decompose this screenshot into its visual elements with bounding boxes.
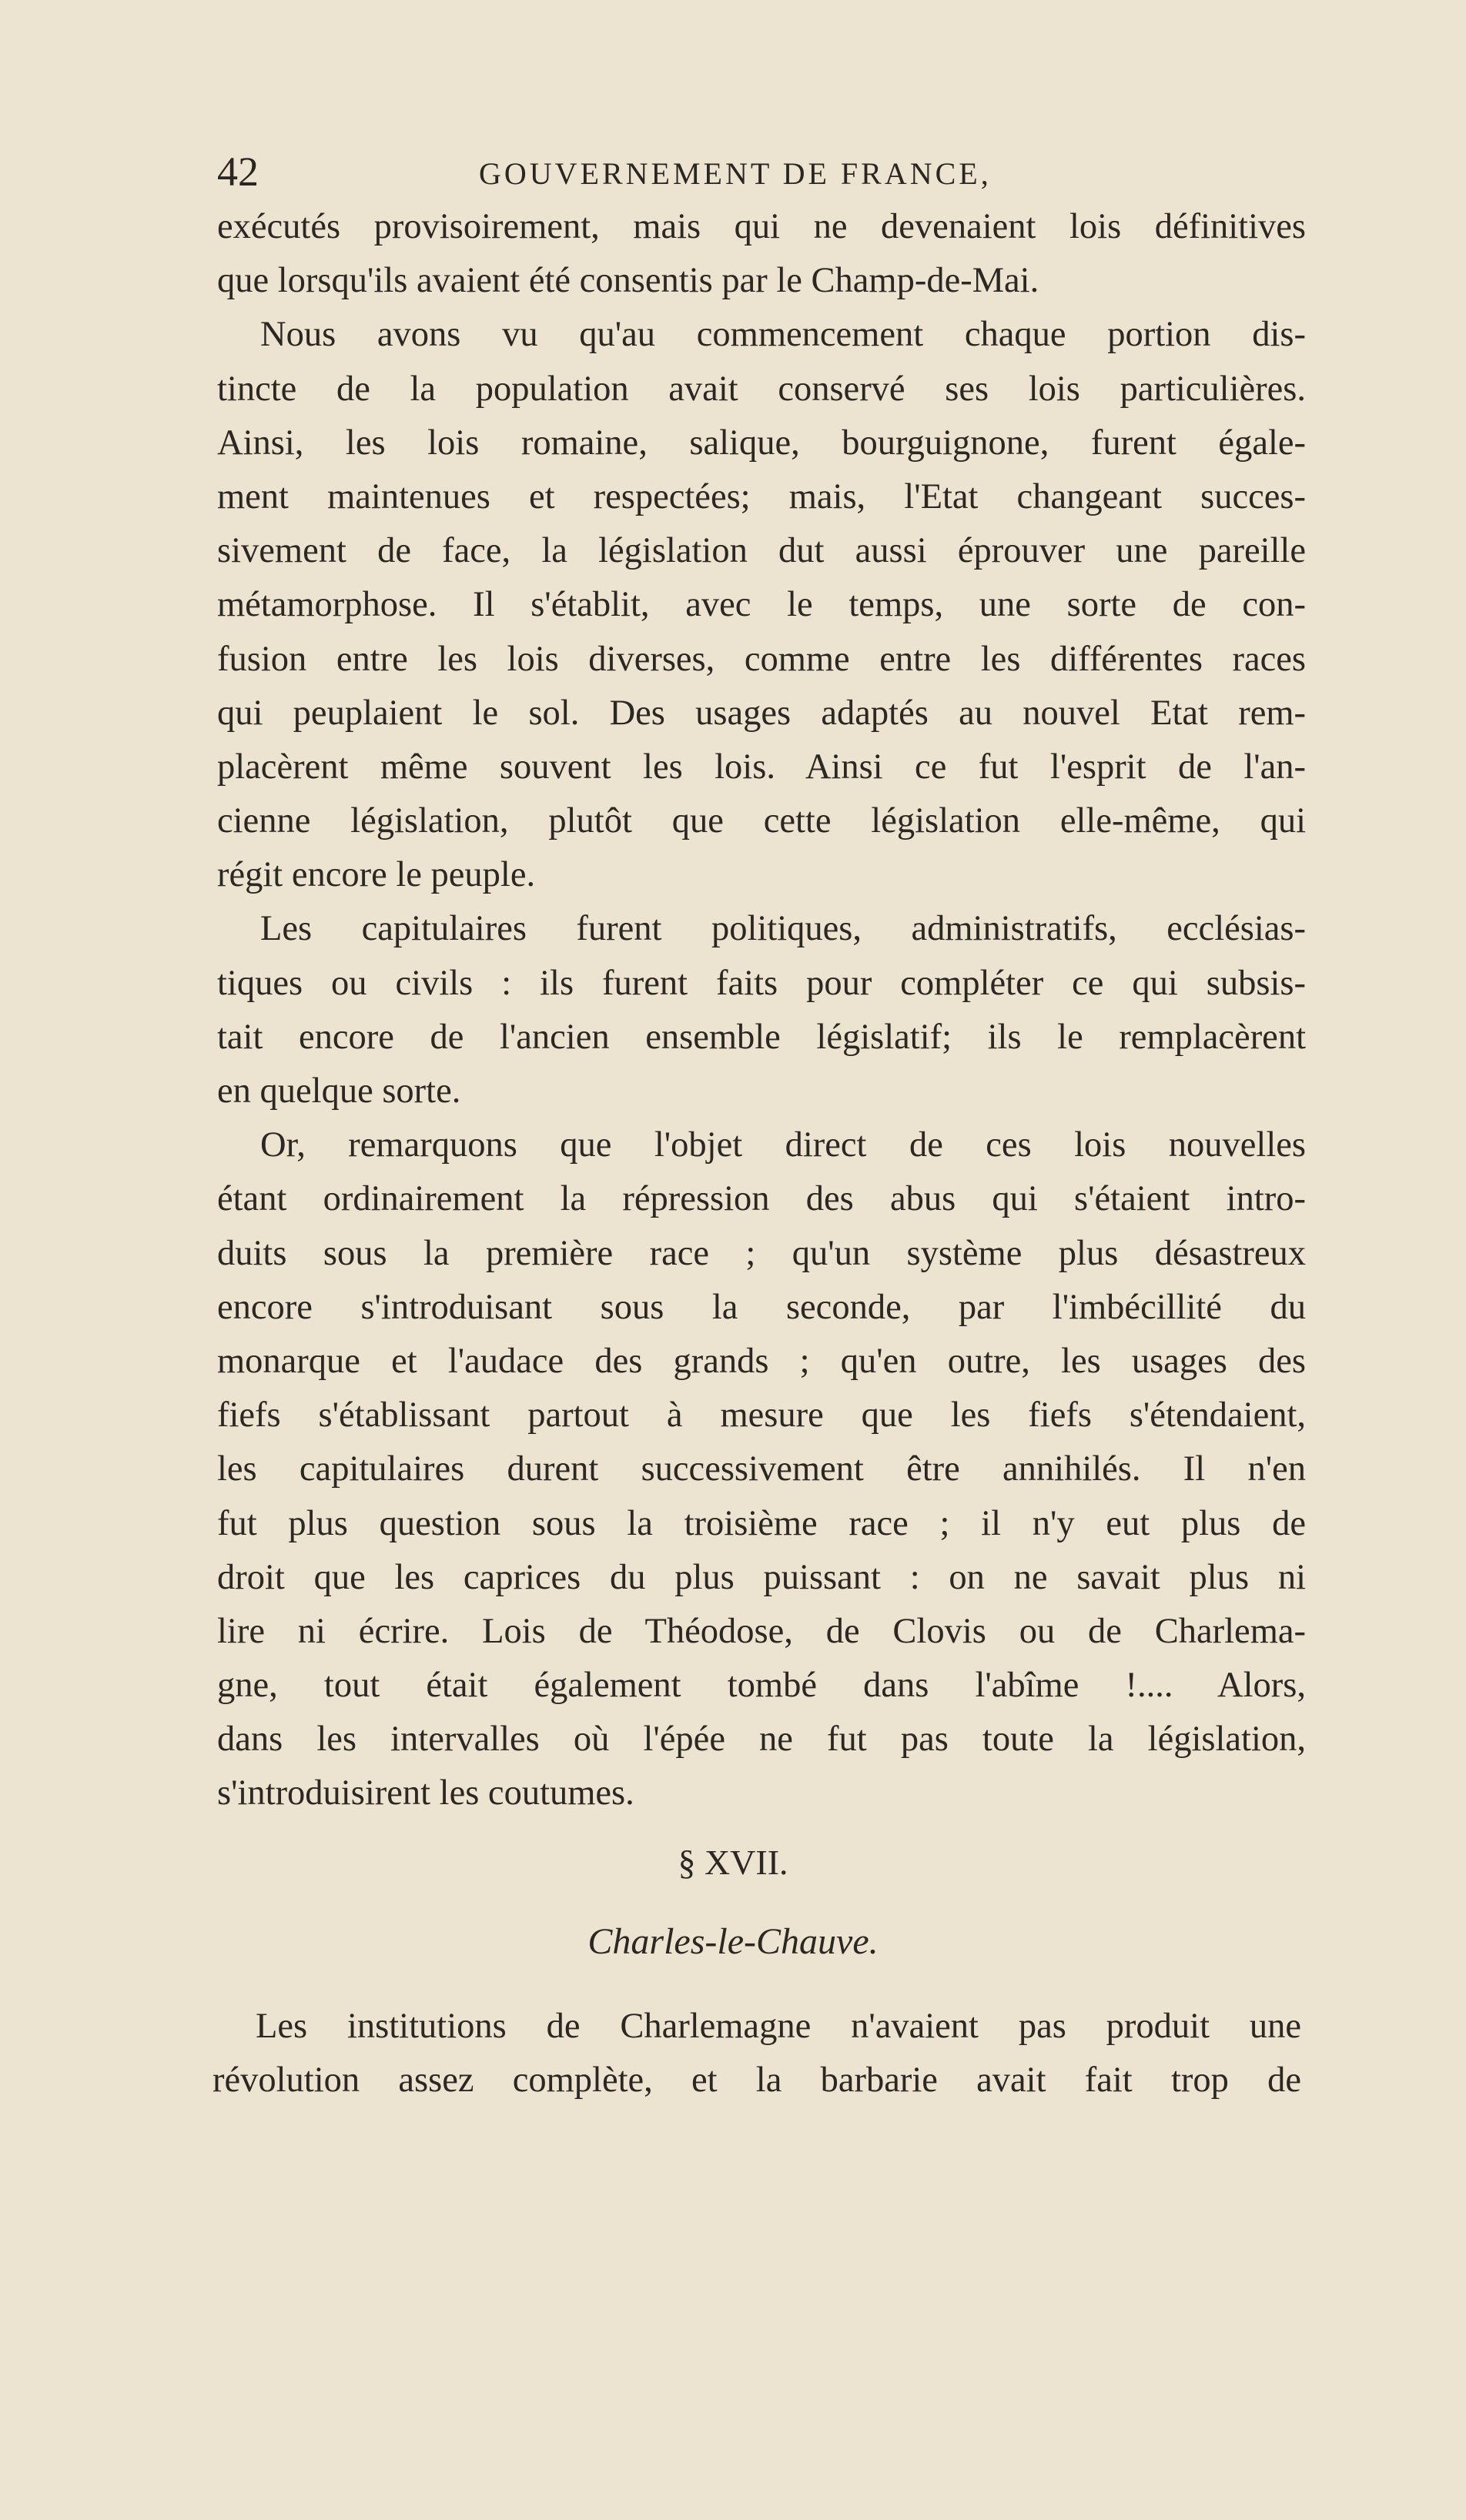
text-line: fut plus question sous la troisième race ; il n'y eut plus de — [217, 1503, 1306, 1543]
text-line: dans les intervalles où l'épée ne fut pas toute la législation, — [217, 1720, 1306, 1760]
text-line: gne, tout était également tombé dans l'abîme !.... Alors, — [217, 1666, 1306, 1706]
text-line: droit que les caprices du plus puissant : on ne savait plus ni — [217, 1557, 1306, 1597]
text-line: exécutés provisoirement, mais qui ne devenaient lois définitives — [217, 207, 1306, 246]
text-line: sivement de face, la législation dut aussi éprouver une pareille — [217, 531, 1306, 571]
text-line: duits sous la première race ; qu'un système plus désastreux — [217, 1233, 1306, 1273]
text-line: encore s'introduisant sous la seconde, par l'imbécillité du — [217, 1287, 1306, 1327]
text-line: étant ordinairement la répression des abus qui s'étaient intro- — [217, 1179, 1306, 1219]
text-line: cienne législation, plutôt que cette législation elle-même, qui — [217, 801, 1306, 841]
text-line: métamorphose. Il s'établit, avec le temps, une sorte de con- — [217, 585, 1306, 625]
page-number: 42 — [217, 149, 259, 195]
text-line: tiques ou civils : ils furent faits pour compléter ce qui subsis- — [217, 963, 1306, 1003]
text-line: que lorsqu'ils avaient été consentis par le Champ-de-Mai. — [217, 261, 1039, 301]
text-line: lire ni écrire. Lois de Théodose, de Clovis ou de Charlema- — [217, 1611, 1306, 1651]
text-line: monarque et l'audace des grands ; qu'en outre, les usages des — [217, 1341, 1306, 1381]
section-number: § XVII. — [678, 1843, 788, 1882]
text-line: qui peuplaient le sol. Des usages adaptés au nouvel Etat rem- — [217, 693, 1306, 733]
text-line: les capitulaires durent successivement être annihilés. Il n'en — [217, 1449, 1306, 1489]
text-line: s'introduisirent les coutumes. — [217, 1773, 634, 1813]
text-line: révolution assez complète, et la barbarie avait fait trop de — [213, 2060, 1301, 2100]
text-line: fiefs s'établissant partout à mesure que les fiefs s'étendaient, — [217, 1395, 1306, 1435]
text-line: placèrent même souvent les lois. Ainsi ce fut l'esprit de l'an- — [217, 747, 1306, 787]
text-line: Les institutions de Charlemagne n'avaient pas produit une — [256, 2007, 1301, 2046]
text-line: en quelque sorte. — [217, 1071, 461, 1111]
text-line: Nous avons vu qu'au commencement chaque portion dis- — [260, 315, 1306, 355]
text-line: tait encore de l'ancien ensemble législatif; ils le remplacèrent — [217, 1017, 1306, 1057]
body-text-continuation — [213, 2000, 1301, 2107]
text-line: régit encore le peuple. — [217, 855, 536, 895]
body-text — [217, 200, 1306, 1821]
text-line: ment maintenues et respectées; mais, l'Etat changeant succes- — [217, 476, 1306, 516]
text-line: fusion entre les lois diverses, comme entre les différentes races — [217, 639, 1306, 679]
text-line: Ainsi, les lois romaine, salique, bourguignone, furent égale- — [217, 423, 1306, 463]
running-head: GOUVERNEMENT DE FRANCE, — [479, 156, 992, 191]
text-line: Les capitulaires furent politiques, administratifs, ecclésias- — [260, 909, 1306, 949]
section-title: Charles-le-Chauve. — [587, 1921, 879, 1962]
text-line: Or, remarquons que l'objet direct de ces lois nouvelles — [260, 1125, 1306, 1165]
page-header — [217, 148, 1318, 202]
text-line: tincte de la population avait conservé ses lois particulières. — [217, 369, 1306, 409]
